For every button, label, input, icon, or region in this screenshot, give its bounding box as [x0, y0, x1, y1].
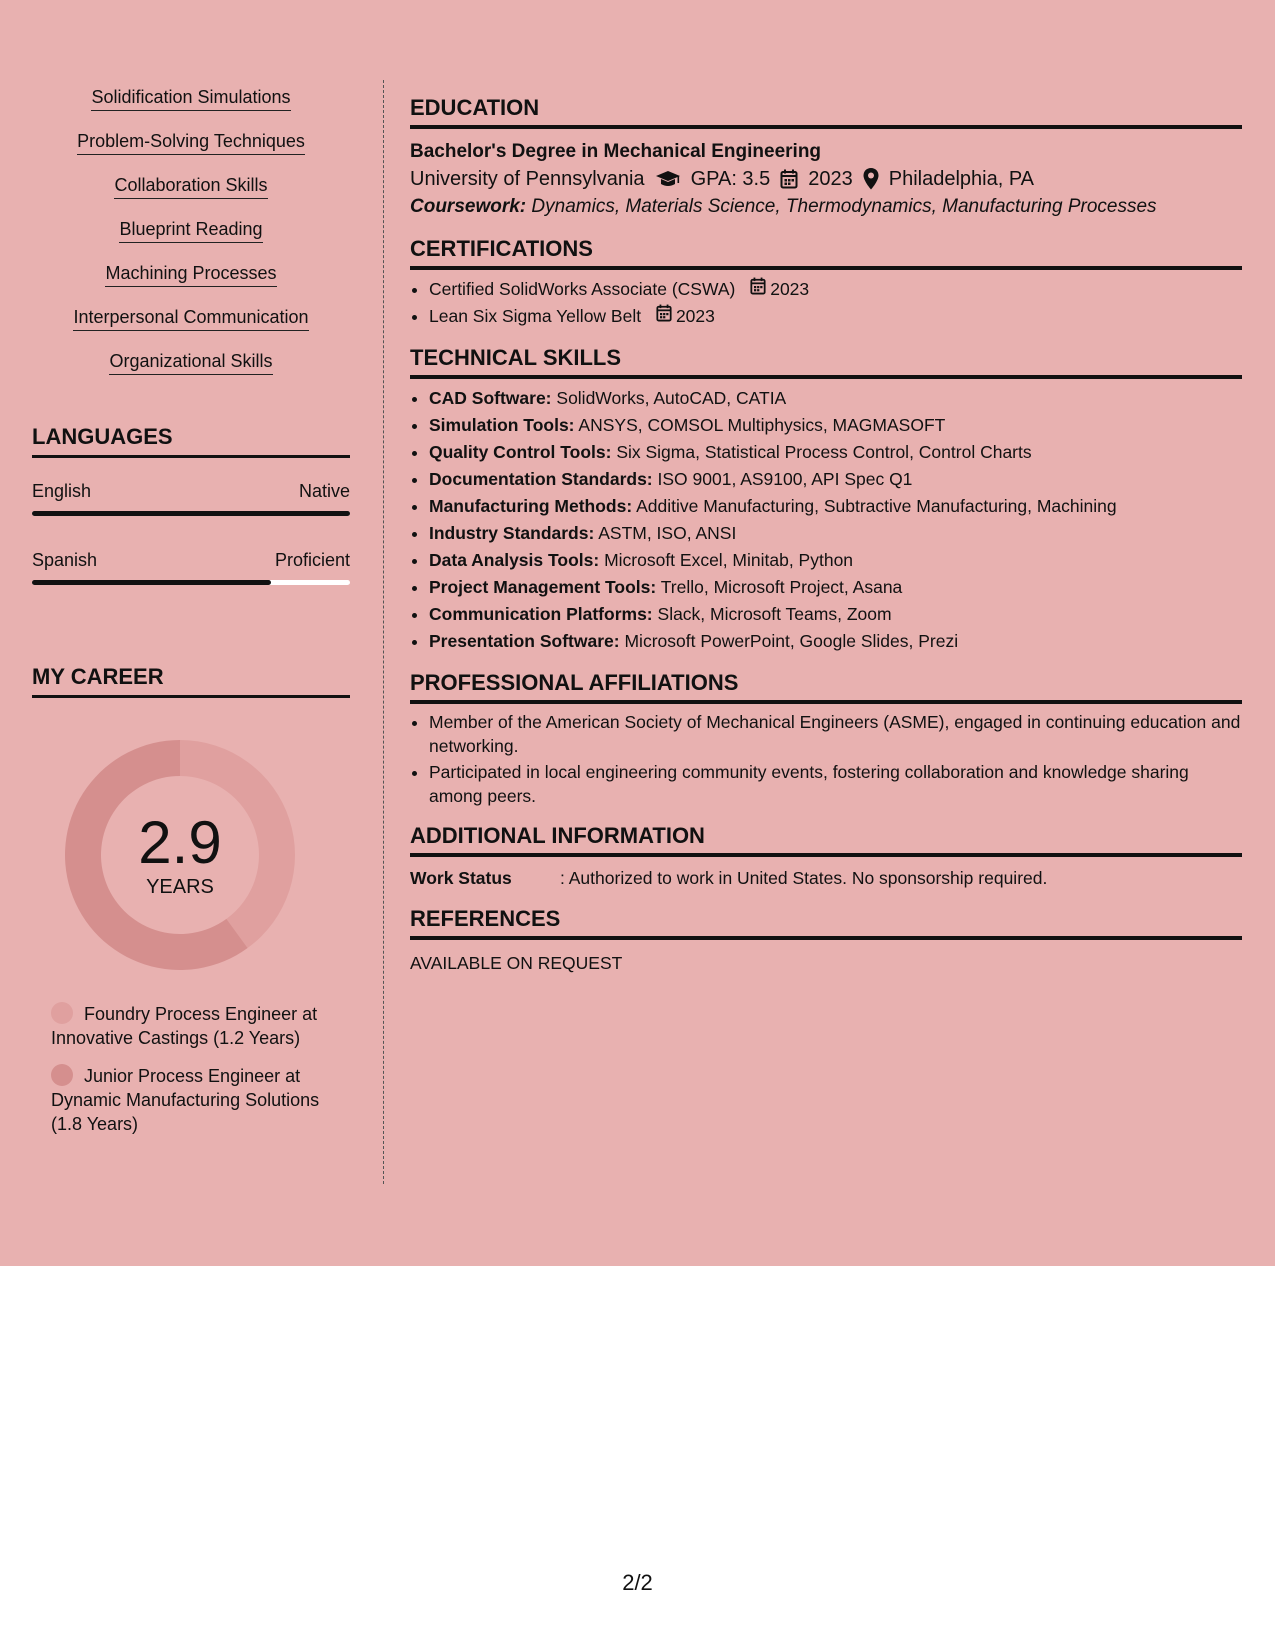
- technical-skill-item: [429, 574, 1242, 601]
- skill-item: Machining Processes: [105, 262, 276, 287]
- technical-skills-list: [410, 385, 1242, 655]
- technical-skill-item: [429, 601, 1242, 628]
- certification-name: Lean Six Sigma Yellow Belt: [429, 306, 642, 326]
- skill-category: Project Management Tools:: [429, 577, 657, 597]
- technical-skill-item: [429, 493, 1242, 520]
- gpa: GPA: 3.5: [690, 168, 771, 190]
- technical-skill-item: [429, 628, 1242, 655]
- education-heading: EDUCATION: [410, 94, 1242, 129]
- skill-item: Problem-Solving Techniques: [77, 130, 305, 155]
- skill-category: Quality Control Tools:: [429, 442, 612, 462]
- column-divider: [383, 80, 384, 1184]
- affiliations-heading: PROFESSIONAL AFFILIATIONS: [410, 669, 1242, 704]
- degree-title: Bachelor's Degree in Mechanical Engineering: [410, 141, 822, 162]
- career-job-label: Foundry Process Engineer at Innovative Castings (1.2 Years): [51, 1004, 318, 1048]
- affiliation-item: • Participated in local engineering community events, fostering collaboration and knowledge sharing among peers.: [429, 760, 1242, 808]
- coursework-label: Coursework:: [410, 196, 527, 217]
- references-heading: REFERENCES: [410, 905, 1242, 940]
- technical-skills-heading: TECHNICAL SKILLS: [410, 344, 1242, 379]
- skill-category: Communication Platforms:: [429, 604, 653, 624]
- language-name: Spanish: [32, 550, 98, 570]
- skill-item: Interpersonal Communication: [73, 306, 308, 331]
- graduation-year: 2023: [808, 168, 853, 190]
- technical-skill-item: [429, 547, 1242, 574]
- skill-category: CAD Software:: [429, 388, 552, 408]
- right-column: [410, 94, 1242, 990]
- skill-item: Organizational Skills: [109, 350, 272, 375]
- skill-item: Collaboration Skills: [114, 174, 267, 199]
- technical-skills-section: [410, 344, 1242, 655]
- affiliations-section: [410, 669, 1242, 808]
- certifications-section: [410, 235, 1242, 330]
- legend-color-dot: [51, 1002, 73, 1024]
- certifications-heading: CERTIFICATIONS: [410, 235, 1242, 270]
- calendar-icon: [656, 303, 676, 330]
- skill-values: Additive Manufacturing, Subtractive Manufacturing, Machining: [636, 496, 1117, 516]
- coursework-list: Dynamics, Materials Science, Thermodynamics, Manufacturing Processes: [531, 196, 1157, 217]
- skill-values: Trello, Microsoft Project, Asana: [660, 577, 903, 597]
- technical-skill-item: [429, 412, 1242, 439]
- career-legend-item: [51, 1064, 341, 1136]
- coursework: [410, 193, 1242, 221]
- career-donut-chart: [65, 740, 295, 970]
- language-proficiency-bar: [32, 580, 350, 585]
- certification-item: [429, 276, 1242, 303]
- skill-category: Manufacturing Methods:: [429, 496, 633, 516]
- technical-skill-item: [429, 439, 1242, 466]
- certification-year: 2023: [675, 306, 715, 326]
- skill-item: Blueprint Reading: [119, 218, 262, 243]
- education-section: [410, 94, 1242, 221]
- certification-item: [429, 303, 1242, 330]
- technical-skill-item: [429, 520, 1242, 547]
- skill-values: Microsoft PowerPoint, Google Slides, Prezi: [624, 631, 959, 651]
- references-text: AVAILABLE ON REQUEST: [410, 953, 623, 973]
- skills-list: [32, 86, 350, 394]
- skill-category: Industry Standards:: [429, 523, 595, 543]
- language-entry: [32, 480, 350, 516]
- language-level: Native: [298, 481, 350, 501]
- school-name: University of Pennsylvania: [410, 168, 645, 190]
- certification-name: Certified SolidWorks Associate (CSWA): [429, 279, 736, 299]
- skill-values: Microsoft Excel, Minitab, Python: [604, 550, 854, 570]
- technical-skill-item: [429, 385, 1242, 412]
- skill-values: Slack, Microsoft Teams, Zoom: [657, 604, 892, 624]
- certifications-list: [410, 276, 1242, 330]
- skill-category: Documentation Standards:: [429, 469, 653, 489]
- language-proficiency-fill: [32, 580, 271, 585]
- work-status-row: [410, 865, 1242, 891]
- skill-category: Simulation Tools:: [429, 415, 575, 435]
- certification-year: 2023: [770, 279, 810, 299]
- additional-info-heading: ADDITIONAL INFORMATION: [410, 822, 1242, 857]
- career-job-label: Junior Process Engineer at Dynamic Manufacturing Solutions (1.8 Years): [51, 1066, 320, 1134]
- skill-values: SolidWorks, AutoCAD, CATIA: [556, 388, 787, 408]
- language-name: English: [32, 481, 92, 501]
- school-location: Philadelphia, PA: [888, 168, 1035, 190]
- work-status-label: Work Status: [410, 868, 512, 888]
- skill-category: Data Analysis Tools:: [429, 550, 600, 570]
- left-column: [32, 86, 350, 1150]
- languages-heading: LANGUAGES: [32, 423, 350, 458]
- graduation-cap-icon: [655, 170, 681, 188]
- calendar-icon: [750, 276, 770, 303]
- career-total-years: 2.9: [138, 809, 222, 876]
- career-heading: MY CAREER: [32, 663, 350, 698]
- skill-values: Six Sigma, Statistical Process Control, Control Charts: [616, 442, 1032, 462]
- career-legend: [51, 1002, 341, 1136]
- location-pin-icon: [863, 168, 879, 190]
- references-section: [410, 905, 1242, 976]
- career-legend-item: [51, 1002, 341, 1050]
- skill-category: Presentation Software:: [429, 631, 620, 651]
- skill-values: ISO 9001, AS9100, API Spec Q1: [657, 469, 913, 489]
- language-entry: [32, 549, 350, 585]
- affiliation-item: • Member of the American Society of Mechanical Engineers (ASME), engaged in continuing education and networking.: [429, 710, 1242, 758]
- language-proficiency-bar: [32, 511, 350, 516]
- skill-values: ANSYS, COMSOL Multiphysics, MAGMASOFT: [578, 415, 946, 435]
- legend-color-dot: [51, 1064, 73, 1086]
- work-status-value: : Authorized to work in United States. No sponsorship required.: [560, 868, 1048, 888]
- technical-skill-item: [429, 466, 1242, 493]
- career-years-unit: YEARS: [146, 876, 214, 898]
- calendar-icon: [780, 169, 798, 189]
- skill-item: Solidification Simulations: [91, 86, 290, 111]
- skill-values: ASTM, ISO, ANSI: [598, 523, 737, 543]
- affiliations-list: [410, 710, 1242, 808]
- page-number: 2/2: [622, 1570, 653, 1595]
- education-meta: [410, 165, 1242, 193]
- language-proficiency-fill: [32, 511, 350, 516]
- additional-info-section: [410, 822, 1242, 891]
- language-level: Proficient: [274, 550, 350, 570]
